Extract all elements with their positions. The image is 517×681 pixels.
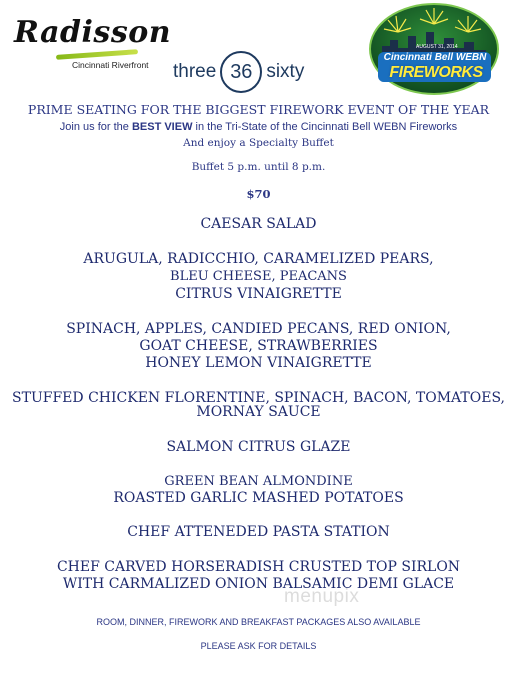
- menu-item: BLEU CHEESE, PEACANS: [170, 269, 347, 284]
- menu-item: ROASTED GARLIC MASHED POTATOES: [113, 490, 404, 506]
- join-line: [0, 121, 517, 133]
- menu-item: GREEN BEAN ALMONDINE: [164, 474, 353, 489]
- menu-item: SALMON CITRUS GLAZE: [166, 439, 351, 455]
- menu-item: CAESAR SALAD: [200, 216, 317, 232]
- menu-item: CHEF CARVED HORSERADISH CRUSTED TOP SIRLON: [56, 559, 461, 575]
- radisson-brand: Radisson: [14, 15, 172, 50]
- three60-right: sixty: [266, 61, 305, 82]
- headline: PRIME SEATING FOR THE BIGGEST FIREWORK EVENT OF THE YEAR: [27, 102, 490, 117]
- join-post: in the Tri-State of the Cincinnati Bell WEBN Fireworks: [192, 121, 458, 133]
- menu-item: MORNAY SAUCE: [196, 404, 321, 420]
- fireworks-title: FIREWORKS: [389, 64, 483, 81]
- price: $70: [246, 187, 271, 201]
- watermark: menupix: [284, 586, 360, 607]
- menu-item: CITRUS VINAIGRETTE: [175, 286, 342, 302]
- ask-details: PLEASE ASK FOR DETAILS: [200, 641, 317, 651]
- menu-item: WITH CARMALIZED ONION BALSAMIC DEMI GLACE: [62, 576, 455, 592]
- menu-item: HONEY LEMON VINAIGRETTE: [145, 355, 372, 371]
- menu-item: GOAT CHEESE, STRAWBERRIES: [139, 338, 378, 354]
- three60-mid: 36: [230, 60, 253, 83]
- menu-item: STUFFED CHICKEN FLORENTINE, SPINACH, BACON, TOMATOES,: [12, 390, 505, 406]
- three60-logo: [173, 50, 333, 94]
- fireworks-date: AUGUST 31, 2014: [416, 44, 458, 50]
- enjoy-line: And enjoy a Specialty Buffet: [183, 137, 334, 149]
- join-pre: Join us for the: [59, 121, 132, 133]
- join-bold: BEST VIEW: [131, 121, 193, 133]
- fireworks-logo: [368, 2, 501, 96]
- menu-item: ARUGULA, RADICCHIO, CARAMELIZED PEARS,: [83, 251, 434, 267]
- radisson-swoosh: [56, 49, 138, 60]
- three60-left: three: [173, 61, 217, 82]
- radisson-logo: [14, 15, 172, 70]
- packages-note: ROOM, DINNER, FIREWORK AND BREAKFAST PACKAGES ALSO AVAILABLE: [96, 617, 421, 627]
- radisson-sub: Cincinnati Riverfront: [72, 60, 149, 70]
- three60-circle: [220, 51, 262, 93]
- menu-item: SPINACH, APPLES, CANDIED PECANS, RED ONION,: [66, 321, 451, 337]
- menu-item: CHEF ATTENEDED PASTA STATION: [127, 524, 390, 540]
- fireworks-sponsor: Cincinnati Bell WEBN: [383, 52, 487, 63]
- buffet-time: Buffet 5 p.m. until 8 p.m.: [191, 161, 326, 173]
